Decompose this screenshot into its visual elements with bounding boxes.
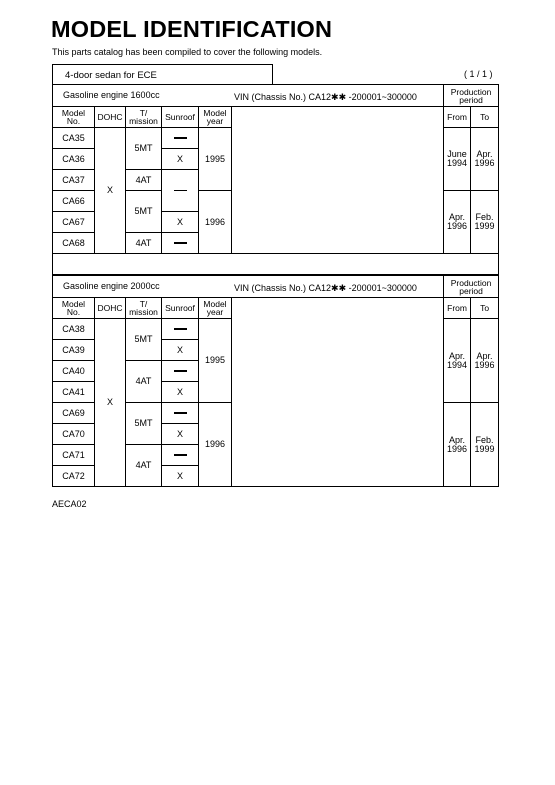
sunroof-cell (162, 361, 199, 382)
sunroof-cell (162, 170, 199, 212)
dash-mark (174, 370, 187, 372)
transmission-cell: 4AT (126, 445, 162, 487)
from-cell: Apr. 1994 (444, 319, 471, 403)
dohc-cell: X (95, 128, 126, 254)
sunroof-cell: X (162, 424, 199, 445)
from-cell: Apr. 1996 (444, 191, 471, 254)
model-no-cell: CA70 (53, 424, 95, 445)
transmission-cell: 4AT (126, 233, 162, 254)
engine-2000-label: Gasoline engine 2000cc (63, 281, 160, 291)
model-year-cell: 1995 (199, 128, 232, 191)
dash-mark (174, 137, 187, 139)
sunroof-cell (162, 128, 199, 149)
dohc-header: DOHC (95, 298, 126, 319)
model-no-cell: CA68 (53, 233, 95, 254)
from-cell: Apr. 1996 (444, 403, 471, 487)
dash-mark (174, 190, 187, 192)
model-no-header: Model No. (53, 298, 95, 319)
model-year-cell: 1996 (199, 191, 232, 254)
transmission-header: T/ mission (126, 107, 162, 128)
engine-1600-label: Gasoline engine 1600cc (63, 90, 160, 100)
dohc-cell: X (95, 319, 126, 487)
transmission-cell: 4AT (126, 170, 162, 191)
sunroof-cell: X (162, 382, 199, 403)
sunroof-cell: X (162, 466, 199, 487)
model-no-cell: CA71 (53, 445, 95, 466)
section-spacer (53, 254, 499, 275)
blank-column (232, 107, 444, 254)
sunroof-cell: X (162, 212, 199, 233)
to-cell: Apr. 1996 (471, 128, 499, 191)
sunroof-cell: X (162, 149, 199, 170)
model-no-cell: CA41 (53, 382, 95, 403)
dash-mark (174, 242, 187, 244)
model-year-header: Model year (199, 107, 232, 128)
transmission-cell: 5MT (126, 319, 162, 361)
sunroof-cell (162, 403, 199, 424)
transmission-cell: 5MT (126, 403, 162, 445)
model-no-cell: CA37 (53, 170, 95, 191)
transmission-cell: 5MT (126, 128, 162, 170)
sunroof-cell (162, 319, 199, 340)
model-no-cell: CA35 (53, 128, 95, 149)
model-no-cell: CA40 (53, 361, 95, 382)
to-cell: Apr. 1996 (471, 319, 499, 403)
engine-1600-vin: VIN (Chassis No.) CA12✱✱ -200001~300000 (234, 92, 417, 102)
transmission-cell: 4AT (126, 361, 162, 403)
dash-mark (174, 412, 187, 414)
blank-column (232, 298, 444, 487)
sunroof-header: Sunroof (162, 298, 199, 319)
model-no-cell: CA39 (53, 340, 95, 361)
dash-mark (174, 454, 187, 456)
model-type-box (52, 64, 273, 84)
engine-2000-vin: VIN (Chassis No.) CA12✱✱ -200001~300000 (234, 283, 417, 293)
page-indicator: ( 1 / 1 ) (464, 69, 493, 79)
to-header: To (471, 107, 499, 128)
page-subtitle: This parts catalog has been compiled to cover the following models. (52, 47, 323, 57)
model-year-cell: 1996 (199, 403, 232, 487)
sunroof-cell (162, 445, 199, 466)
model-type-label: 4-door sedan for ECE (65, 70, 157, 81)
from-header: From (444, 298, 471, 319)
from-cell: June 1994 (444, 128, 471, 191)
dash-mark (174, 328, 187, 330)
model-no-cell: CA66 (53, 191, 95, 212)
model-no-cell: CA38 (53, 319, 95, 340)
engine-1600-header (53, 85, 444, 107)
model-no-cell: CA67 (53, 212, 95, 233)
to-header: To (471, 298, 499, 319)
transmission-header: T/ mission (126, 298, 162, 319)
engine-2000-table (52, 275, 499, 487)
to-cell: Feb. 1999 (471, 403, 499, 487)
dohc-header: DOHC (95, 107, 126, 128)
engine-1600-table (52, 84, 499, 275)
model-year-cell: 1995 (199, 319, 232, 403)
model-no-header: Model No. (53, 107, 95, 128)
transmission-cell: 5MT (126, 191, 162, 233)
model-no-cell: CA36 (53, 149, 95, 170)
to-cell: Feb. 1999 (471, 191, 499, 254)
production-period-header: Production period (444, 85, 499, 107)
sunroof-header: Sunroof (162, 107, 199, 128)
engine-2000-block (52, 275, 498, 487)
from-header: From (444, 107, 471, 128)
engine-2000-header (53, 276, 444, 298)
page-title: MODEL IDENTIFICATION (51, 16, 333, 42)
model-year-header: Model year (199, 298, 232, 319)
footer-code: AECA02 (52, 499, 87, 509)
sunroof-cell (162, 233, 199, 254)
sunroof-cell: X (162, 340, 199, 361)
model-no-cell: CA72 (53, 466, 95, 487)
production-period-header: Production period (444, 276, 499, 298)
engine-1600-block (52, 84, 498, 275)
model-no-cell: CA69 (53, 403, 95, 424)
